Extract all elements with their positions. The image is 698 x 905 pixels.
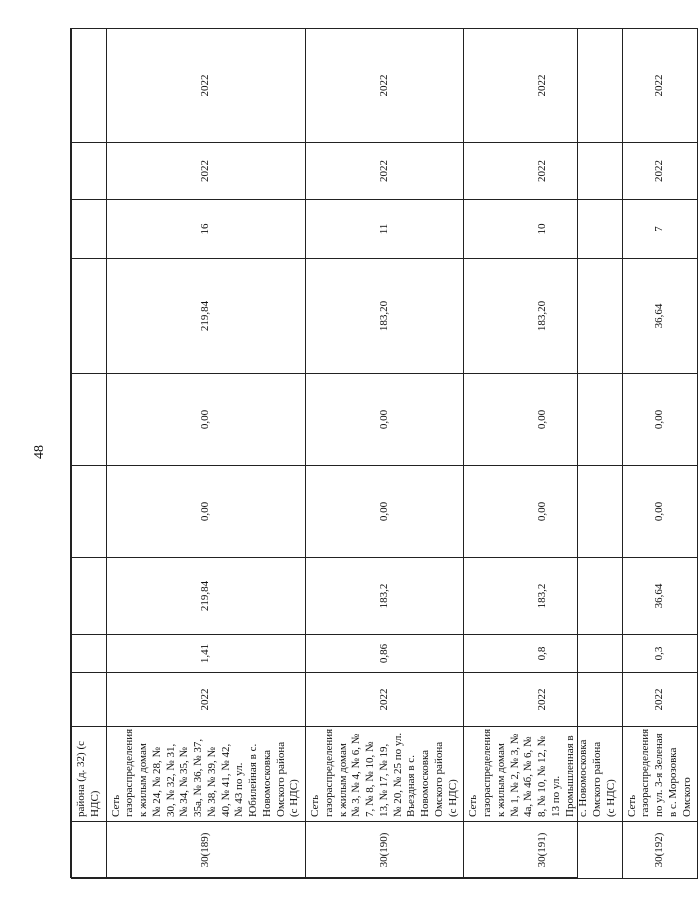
cell-empty	[72, 29, 107, 143]
cell-name: района (д. 32) (с НДС)	[72, 727, 107, 822]
cell-c2: 0,00	[622, 374, 698, 466]
table-row	[464, 29, 622, 879]
cell-total: 219,84	[106, 558, 306, 635]
cell-end: 2022	[464, 29, 622, 143]
cell-year: 2022	[106, 673, 306, 727]
cell-c3: 36,64	[622, 259, 698, 374]
cell-name: Сеть газораспределения к жилым домам № 24, № 28, № 30, № 32, № 31, № 34, № 35, № 35а, № 36, № 37, № 38, № 39, № 40, № 41, № 42, № 43 по ул. Юбилейная в с. Новомосковка Омского района (с НДС)	[106, 727, 306, 822]
cell-empty	[72, 259, 107, 374]
cell-count: 16	[106, 200, 306, 259]
cell-empty	[72, 200, 107, 259]
cell-end: 2022	[622, 29, 698, 143]
cell-count: 11	[306, 200, 464, 259]
table-row	[106, 29, 306, 879]
cell-count: 7	[622, 200, 698, 259]
cell-year: 2022	[622, 673, 698, 727]
cell-c3: 183,20	[306, 259, 464, 374]
cell-c1: 0,00	[464, 466, 622, 558]
cell-end: 2022	[306, 29, 464, 143]
cell-total: 36,64	[622, 558, 698, 635]
cell-start: 2022	[622, 143, 698, 200]
cell-name: Сеть газораспределения к жилым домам № 3, № 4, № 6, № 7, № 8, № 10, № 13, № 17, № 19, № 20, № 25 по ул. Въездная в с. Новомосковка Омского района (с НДС)	[306, 727, 464, 822]
cell-length: 0,86	[306, 635, 464, 673]
table-row	[306, 29, 464, 879]
cell-year: 2022	[464, 673, 622, 727]
cell-c3: 183,20	[464, 259, 622, 374]
cell-empty	[72, 822, 107, 879]
cell-id: 30(192)	[622, 822, 698, 879]
cell-length: 0,8	[464, 635, 622, 673]
cell-start: 2022	[306, 143, 464, 200]
cell-c3: 219,84	[106, 259, 306, 374]
cell-c2: 0,00	[306, 374, 464, 466]
page-number: 48	[32, 445, 47, 459]
cell-id: 30(191)	[464, 822, 622, 879]
cell-total: 183,2	[464, 558, 622, 635]
rotated-table-content	[71, 29, 693, 879]
data-table	[71, 28, 698, 879]
cell-empty	[72, 635, 107, 673]
cell-year: 2022	[306, 673, 464, 727]
cell-name: Сеть газораспределения к жилым домам № 1, № 2, № 3, № 4а, № 4б, № 6, № 8, № 10, № 12, № 13 по ул. Промышленная в с. Новомосковка Омского района (с НДС)	[464, 727, 622, 822]
cell-count: 10	[464, 200, 622, 259]
cell-c1: 0,00	[622, 466, 698, 558]
cell-name: Сеть газораспределения по ул. 3-я Зеленая в с. Морозовка Омского	[622, 727, 698, 822]
table-row	[622, 29, 698, 879]
cell-empty	[72, 466, 107, 558]
cell-id: 30(189)	[106, 822, 306, 879]
cell-total: 183,2	[306, 558, 464, 635]
cell-c2: 0,00	[106, 374, 306, 466]
cell-c2: 0,00	[464, 374, 622, 466]
cell-c1: 0,00	[106, 466, 306, 558]
cell-length: 0,3	[622, 635, 698, 673]
continuation-row	[72, 29, 107, 879]
cell-length: 1,41	[106, 635, 306, 673]
cell-c1: 0,00	[306, 466, 464, 558]
cell-empty	[72, 673, 107, 727]
investment-table	[70, 28, 693, 878]
cell-end: 2022	[106, 29, 306, 143]
cell-empty	[72, 558, 107, 635]
cell-id: 30(190)	[306, 822, 464, 879]
cell-start: 2022	[106, 143, 306, 200]
cell-start: 2022	[464, 143, 622, 200]
cell-empty	[72, 143, 107, 200]
cell-empty	[72, 374, 107, 466]
